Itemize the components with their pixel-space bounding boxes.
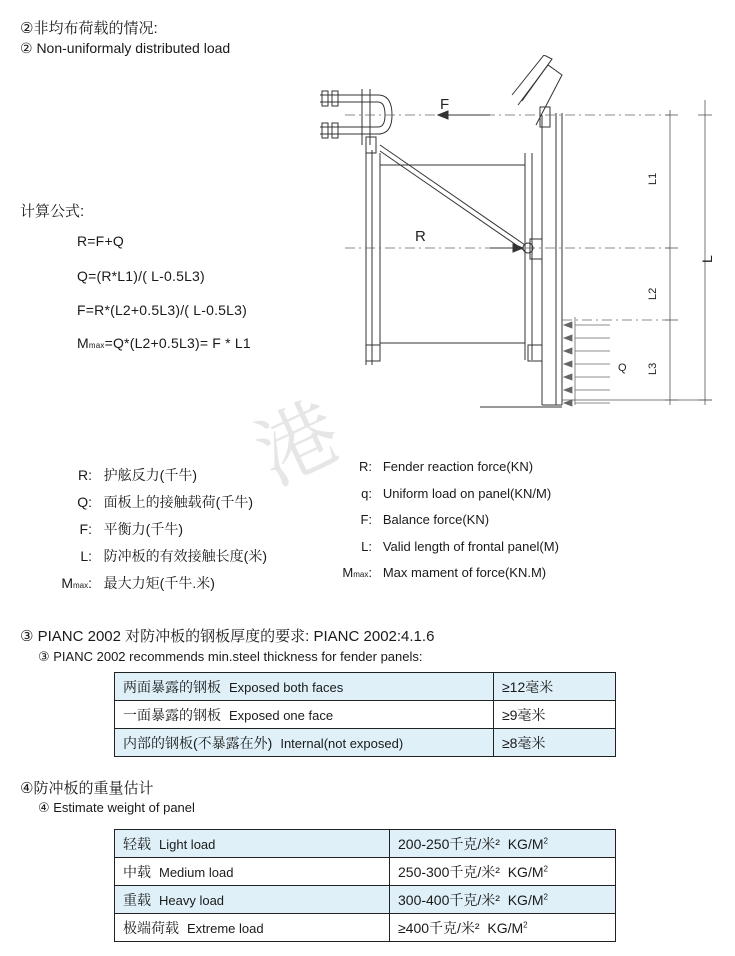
- legend-en: [330, 454, 559, 589]
- row-en: Exposed both faces: [229, 679, 344, 695]
- formula-title: 计算公式:: [20, 203, 85, 220]
- row-cn: 轻载: [123, 835, 151, 852]
- row-value: ≥400千克/米²: [398, 919, 480, 936]
- legend-en-text: Valid length of frontal panel(M): [382, 538, 559, 554]
- watermark: 港: [242, 384, 354, 503]
- row-en: Medium load: [159, 864, 234, 880]
- row-cn: 重载: [123, 891, 151, 908]
- label-l2: L2: [647, 287, 659, 300]
- legend-cn-key: Q:: [77, 494, 92, 510]
- legend-cn-row: [40, 462, 267, 489]
- legend-en-key: [330, 560, 372, 589]
- row-cn: 一面暴露的钢板: [123, 706, 221, 723]
- section2-title-en: ② Non-uniformaly distributed load: [20, 40, 231, 56]
- section4-title-cn: ④防冲板的重量估计: [20, 780, 154, 797]
- section2-title-cn: ②非均布荷载的情况:: [20, 20, 158, 37]
- legend-en-key: q:: [361, 485, 372, 501]
- legend-en-row: [330, 534, 559, 561]
- legend-cn-sub: max: [72, 581, 89, 590]
- legend-en-text: Fender reaction force(KN): [382, 459, 534, 474]
- legend-cn: [40, 462, 267, 599]
- legend-cn-row: [40, 489, 267, 516]
- legend-cn-text: 面板上的接触载荷(千牛): [103, 494, 253, 510]
- row-cn: 内部的钢板(不暴露在外): [123, 734, 273, 751]
- section4-title-en: ④ Estimate weight of panel: [38, 800, 195, 815]
- table-cell-desc: [115, 729, 494, 757]
- row-cn: 两面暴露的钢板: [123, 678, 221, 695]
- formula-1: R=F+Q: [77, 233, 124, 249]
- row-cn: 极端荷载: [123, 919, 179, 936]
- legend-en-row: [330, 560, 559, 589]
- row-unit-sup: 2: [543, 891, 548, 901]
- formula-4-m: M: [77, 335, 89, 351]
- legend-cn-text: 护舷反力(千牛): [103, 467, 197, 483]
- row-value: 200-250千克/米²: [398, 835, 500, 852]
- row-unit: KG/M: [507, 863, 544, 880]
- legend-cn-key: R:: [78, 467, 92, 483]
- table-row: [115, 830, 616, 858]
- row-unit-sup: 2: [523, 919, 528, 929]
- formula-4-rest: =Q*(L2+0.5L3)= F * L1: [104, 335, 251, 351]
- legend-cn-text: 平衡力(千牛): [103, 521, 183, 537]
- label-q: Q: [618, 362, 627, 374]
- table-cell-value: ≥8毫米: [494, 729, 616, 757]
- row-value: 300-400千克/米²: [398, 891, 500, 908]
- legend-en-text: Max mament of force(KN.M): [382, 565, 547, 580]
- legend-en-key: R:: [359, 459, 372, 474]
- section3-title-en: ③ PIANC 2002 recommends min.steel thickness for fender panels:: [38, 649, 423, 664]
- legend-en-row: [330, 481, 559, 508]
- table-cell-desc: [115, 830, 390, 858]
- legend-en-sub: max: [353, 570, 369, 579]
- table-cell-value: [390, 914, 616, 942]
- table-cell-value: [390, 886, 616, 914]
- label-r: R: [415, 228, 426, 245]
- label-l1: L1: [647, 172, 659, 185]
- table-cell-value: [390, 858, 616, 886]
- legend-cn-text: 最大力矩(千牛.米): [103, 575, 215, 591]
- table-row: [115, 886, 616, 914]
- steel-thickness-table: [114, 672, 616, 757]
- label-l: L: [699, 255, 715, 263]
- table-row: [115, 729, 616, 757]
- legend-cn-row: [40, 543, 267, 570]
- row-en: Heavy load: [159, 892, 225, 908]
- legend-en-key: L:: [361, 538, 372, 554]
- legend-cn-row: [40, 516, 267, 543]
- legend-en-m: M: [342, 565, 354, 580]
- formula-4: [77, 335, 251, 351]
- legend-en-key: F:: [360, 512, 372, 527]
- legend-cn-key: F:: [79, 521, 92, 537]
- row-value: 250-300千克/米²: [398, 863, 500, 880]
- fender-panel-diagram: [300, 55, 730, 415]
- table-cell-desc: [115, 914, 390, 942]
- table-cell-value: [390, 830, 616, 858]
- row-unit: KG/M: [507, 891, 544, 908]
- label-f: F: [440, 96, 450, 113]
- legend-en-colon: :: [368, 565, 372, 580]
- row-en: Extreme load: [187, 920, 264, 936]
- row-unit: KG/M: [507, 835, 544, 852]
- row-unit-sup: 2: [543, 835, 548, 845]
- row-unit-sup: 2: [543, 863, 548, 873]
- section3-title-cn: ③ PIANC 2002 对防冲板的钢板厚度的要求: PIANC 2002:4.1.6: [20, 628, 435, 645]
- label-l3: L3: [647, 362, 659, 375]
- legend-cn-text: 防冲板的有效接触长度(米): [103, 548, 267, 564]
- table-cell-value: ≥12毫米: [494, 673, 616, 701]
- legend-cn-key: L:: [80, 548, 92, 564]
- formula-3: F=R*(L2+0.5L3)/( L-0.5L3): [77, 302, 247, 318]
- formula-4-sub: max: [88, 341, 105, 350]
- legend-en-text: Balance force(KN): [382, 512, 490, 527]
- row-unit: KG/M: [487, 919, 524, 936]
- table-cell-desc: [115, 701, 494, 729]
- row-en: Internal(not exposed): [280, 735, 404, 751]
- legend-en-row: [330, 454, 559, 481]
- legend-cn-row: [40, 570, 267, 599]
- legend-en-text: Uniform load on panel(KN/M): [382, 485, 552, 501]
- legend-cn-key: [40, 570, 92, 599]
- table-row: [115, 858, 616, 886]
- table-cell-desc: [115, 858, 390, 886]
- table-cell-desc: [115, 673, 494, 701]
- table-row: [115, 914, 616, 942]
- legend-en-row: [330, 507, 559, 534]
- row-cn: 中载: [123, 863, 151, 880]
- table-row: [115, 673, 616, 701]
- formula-2: Q=(R*L1)/( L-0.5L3): [77, 268, 205, 284]
- panel-weight-table: [114, 829, 616, 942]
- legend-cn-m: M: [61, 575, 73, 591]
- table-cell-desc: [115, 886, 390, 914]
- table-row: [115, 701, 616, 729]
- table-cell-value: ≥9毫米: [494, 701, 616, 729]
- legend-cn-colon: :: [88, 575, 92, 591]
- row-en: Light load: [159, 836, 216, 852]
- row-en: Exposed one face: [229, 707, 334, 723]
